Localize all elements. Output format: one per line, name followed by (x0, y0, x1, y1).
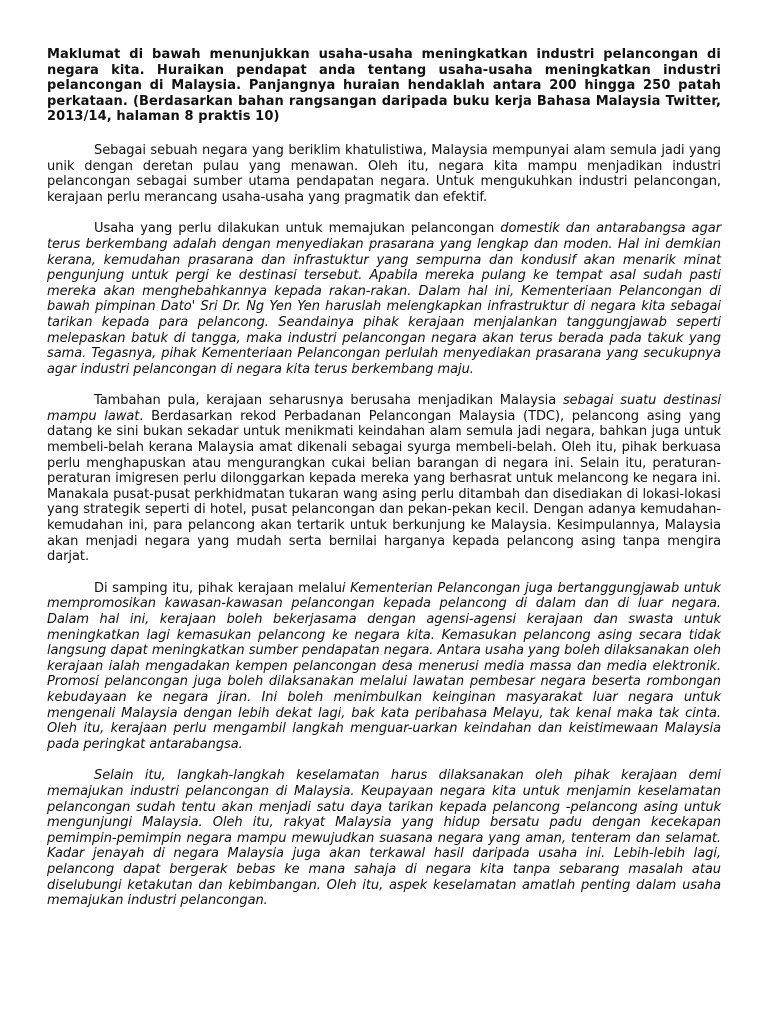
paragraph-3 (47, 393, 721, 565)
paragraph-3-normal-b: . Berdasarkan rekod Perbadanan Pelancongan Malaysia (TDC), pelancong asing yang datang ke sini bukan sekadar untuk menikmati keindahan alam semula jadi negara, bahkan juga untuk membeli-belah kerana Malaysia amat dikenali sebagai syurga membeli-belah. Oleh itu, pihak berkuasa perlu menghapuskan atau mengurangkan cukai belian barangan di negara ini. Selain itu, peraturan-peraturan imigresen perlu dilonggarkan kepada mereka yang berhasrat untuk melancong ke negara ini. Manakala pusat-pusat perkhidmatan tukaran wang asing perlu ditambah dan disediakan di lokasi-lokasi yang strategik seperti di hotel, pusat pelancongan dan pekan-pekan kecil. Dengan adanya kemudahan-kemudahan ini, para pelancong akan tertarik untuk berkunjung ke Malaysia. Kesimpulannya, Malaysia akan menjadi negara yang mudah serta bernilai harganya kepada pelancong asing tanpa mengira darjat. (47, 408, 721, 565)
paragraph-4 (47, 581, 721, 753)
essay-prompt: Maklumat di bawah menunjukkan usaha-usaha meningkatkan industri pelancongan di negara kita. Huraikan pendapat anda tentang usaha-usaha meningkatkan industri pelancongan di Malaysia. Panjangnya huraian hendaklah antara 200 hingga 250 patah perkataan. (Berdasarkan bahan rangsangan daripada buku kerja Bahasa Malaysia Twitter, 2013/14, halaman 8 praktis 10) (47, 47, 721, 125)
paragraph-4-italic: i Kementerian Pelancongan juga bertanggungjawab untuk mempromosikan kawasan-kawasan pelancongan kepada pelancong di dalam dan di luar negara. Dalam hal ini, kerajaan boleh bekerjasama dengan agensi-agensi kerajaan dan swasta untuk meningkatkan lagi kemasukan pelancong ke negara kita. Kemasukan pelancong asing secara tidak langsung dapat meningkatkan sumber pendapatan negara. Antara usaha yang boleh dilaksanakan oleh kerajaan ialah mengadakan kempen pelancongan desa menerusi media massa dan media elektronik. Promosi pelancongan juga boleh dilaksanakan melalui lawatan pembesar negara beserta rombongan kebudayaan ke negara jiran. Ini boleh menimbulkan keinginan masyarakat luar negara untuk mengenali Malaysia dengan lebih dekat lagi, bak kata peribahasa Melayu, tak kenal maka tak cinta. Oleh itu, kerajaan perlu mengambil langkah menguar-uarkan keindahan dan keistimewaan Malaysia pada peringkat antarabangsa. (47, 580, 721, 752)
paragraph-3-italic: sebagai suatu destinasi mampu lawat (47, 393, 721, 424)
paragraph-2 (47, 221, 721, 377)
document-page (47, 47, 721, 909)
paragraph-3-normal-a: Tambahan pula, kerajaan seharusnya berusaha menjadikan Malaysia (94, 393, 563, 409)
paragraph-2-normal: Usaha yang perlu dilakukan untuk memajukan pelancongan (94, 221, 501, 237)
paragraph-1: Sebagai sebuah negara yang beriklim khatulistiwa, Malaysia mempunyai alam semula jadi yang unik dengan deretan pulau yang menawan. Oleh itu, negara kita mampu menjadikan industri pelancongan sebagai sumber utama pendapatan negara. Untuk mengukuhkan industri pelancongan, kerajaan perlu merancang usaha-usaha yang pragmatik dan efektif. (47, 142, 721, 205)
paragraph-2-italic: domestik dan antarabangsa agar terus berkembang adalah dengan menyediakan prasarana yang lengkap dan moden. Hal ini demkian kerana, kemudahan prasarana dan infrastuktur yang sempurna dan kondusif akan menarik minat pengunjung untuk pergi ke destinasi tersebut. Apabila mereka pulang ke tempat asal sudah pasti mereka akan menghebahkannya kepada rakan-rakan. Dalam hal ini, Kementeriaan Pelancongan di bawah pimpinan Dato' Sri Dr. Ng Yen Yen haruslah melengkapkan infrastruktur di negara kita sebagai tarikan kepada para pelancong. Seandainya pihak kerajaan menjalankan tanggungjawab seperti melepaskan batuk di tangga, maka industri pelancongan negara akan terus berada pada takuk yang sama. Tegasnya, pihak Kementeriaan Pelancongan perlulah menyediakan prasarana yang secukupnya agar industri pelancongan di negara kita terus berkembang maju. (47, 221, 721, 377)
paragraph-5: Selain itu, langkah-langkah keselamatan harus dilaksanakan oleh pihak kerajaan demi memajukan industri pelancongan di Malaysia. Keupayaan negara kita untuk menjamin keselamatan pelancongan sudah tentu akan menjadi satu daya tarikan kepada pelancong -pelancong asing untuk mengunjungi Malaysia. Oleh itu, rakyat Malaysia yang hidup bersatu padu dengan kecekapan pemimpin-pemimpin negara mampu mewujudkan suasana negara yang aman, tenteram dan selamat. Kadar jenayah di negara Malaysia juga akan terkawal hasil daripada usaha ini. Lebih-lebih lagi, pelancong dapat bergerak bebas ke mana sahaja di negara kita tanpa sebarang masalah atau diselubungi ketakutan dan kebimbangan. Oleh itu, aspek keselamatan amatlah penting dalam usaha memajukan industri pelancongan. (47, 768, 721, 909)
paragraph-4-normal: Di samping itu, pihak kerajaan melalu (94, 580, 342, 596)
